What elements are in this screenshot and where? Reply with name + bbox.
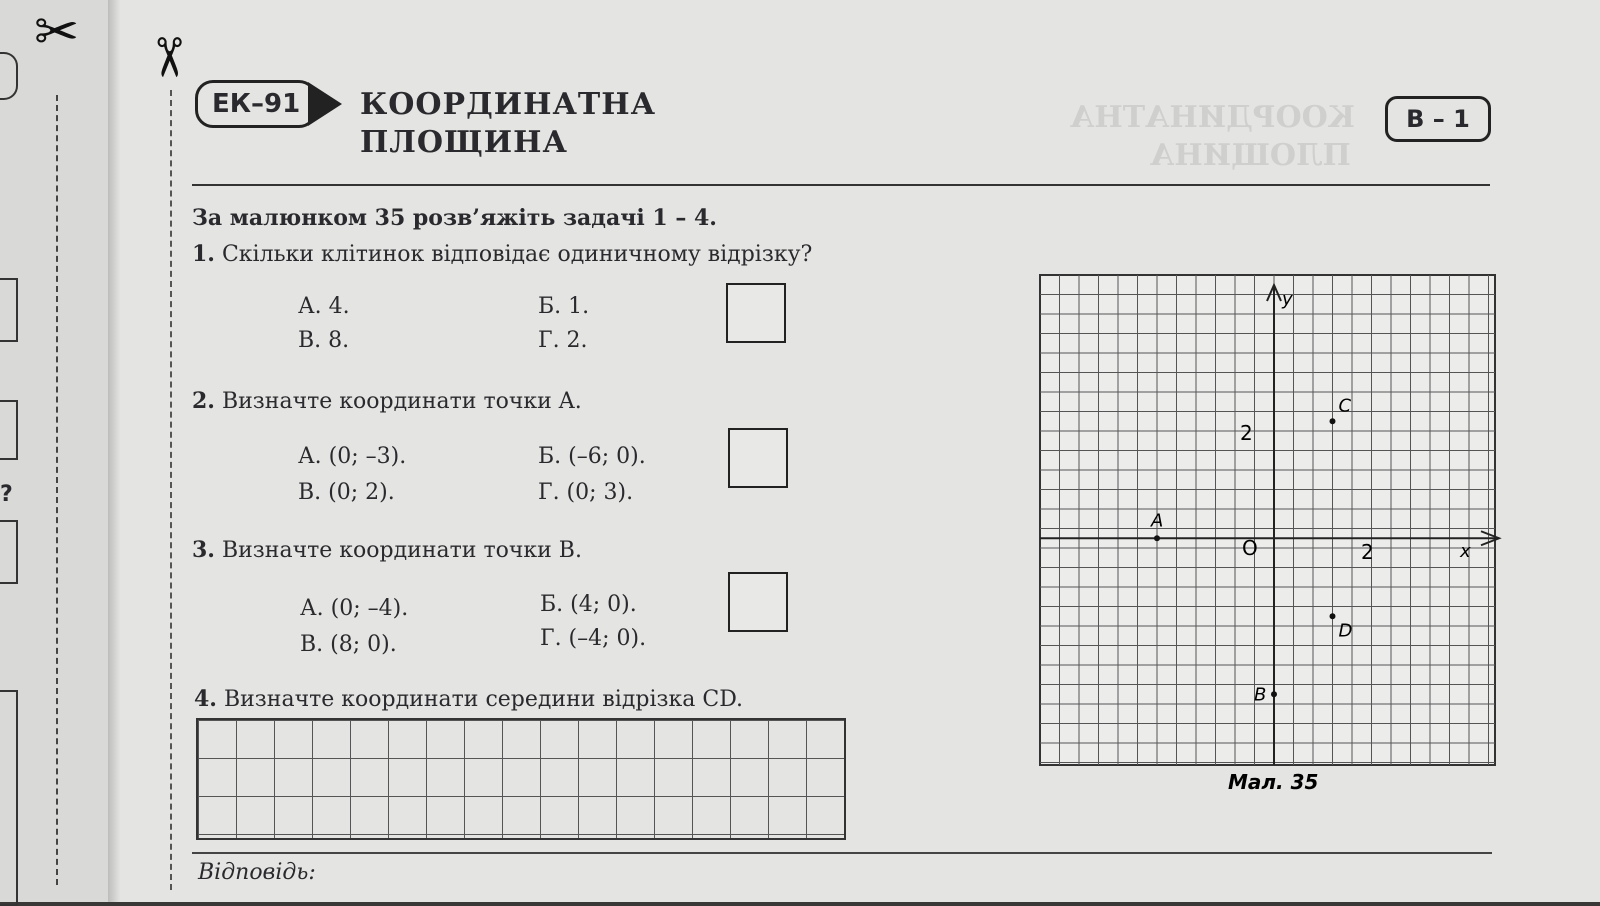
page-title [360,86,656,162]
previous-grid-fragment [0,690,18,906]
scissors-icon: ✂ [34,0,80,63]
task-number: 1. [192,241,215,267]
figure-caption: Мал. 35 [1228,770,1319,794]
intro-text: За малюнком 35 розв’яжіть задачі 1 – 4. [192,205,717,231]
point-d [1330,613,1336,619]
bleed-through-text: ПЛОЩИНА [1150,138,1351,173]
option[interactable]: Г. 2. [538,328,588,353]
bleed-through-text: КООРДИНАТНА [1070,100,1356,135]
previous-question-mark: ? [0,482,13,507]
answer-label: Відповідь: [198,860,316,885]
grid-border [1040,275,1495,765]
option[interactable]: В. (0; 2). [298,480,395,505]
point-c [1330,418,1336,424]
option[interactable]: Б. (–6; 0). [538,444,646,469]
point-b [1271,691,1277,697]
y-tick-label: 2 [1240,421,1253,445]
point-label: A [1151,510,1164,532]
task-4-question [194,686,743,712]
option[interactable]: В. 8. [298,328,350,353]
question-text: Визначте координати точки A. [221,389,582,414]
question-text: Скільки клітинок відповідає одиничному відрізку? [221,242,813,267]
point-label: C [1338,395,1352,417]
origin-label: O [1242,536,1258,560]
option[interactable]: Г. (–4; 0). [540,626,647,651]
x-axis-label: x [1460,541,1471,562]
previous-answer-box [0,520,18,584]
previous-answer-box [0,278,18,342]
previous-answer-box [0,400,18,460]
task-2-question [192,388,582,414]
previous-badge-fragment [0,52,18,100]
task-number: 3. [192,537,215,563]
title-line-1: КООРДИНАТНА [360,87,657,122]
question-text: Визначте координати середини відрізка CD. [223,687,744,712]
exercise-code-badge: ЕК–91 [195,80,317,128]
option[interactable]: Б. (4; 0). [540,592,637,617]
bottom-divider [192,852,1492,854]
arrow-right-icon [308,82,342,126]
option[interactable]: Б. 1. [538,294,590,319]
question-text: Визначте координати точки B. [221,538,582,563]
answer-box-3[interactable] [728,572,788,632]
point-label: D [1338,620,1353,642]
option[interactable]: А. (0; –3). [298,444,407,469]
x-tick-label: 2 [1361,540,1374,564]
y-axis-label: y [1282,289,1293,310]
solution-grid[interactable] [196,718,846,840]
task-1-question [192,241,812,267]
cut-line [170,90,172,890]
point-a [1154,535,1160,541]
option[interactable]: А. (0; –4). [300,596,409,621]
header-divider [192,184,1490,186]
task-3-question [192,537,582,563]
title-line-2: ПЛОЩИНА [360,125,568,160]
scissors-icon: ✂ [137,34,201,81]
coordinate-plane-figure [1030,265,1505,800]
answer-box-1[interactable] [726,283,786,343]
point-label: B [1254,684,1267,706]
previous-cut-line [56,95,58,885]
option[interactable]: Г. (0; 3). [538,480,634,505]
option[interactable]: В. (8; 0). [300,632,397,657]
task-number: 4. [194,686,217,712]
option[interactable]: А. 4. [298,294,350,319]
answer-box-2[interactable] [728,428,788,488]
variant-badge: В – 1 [1385,96,1491,142]
task-number: 2. [192,388,215,414]
